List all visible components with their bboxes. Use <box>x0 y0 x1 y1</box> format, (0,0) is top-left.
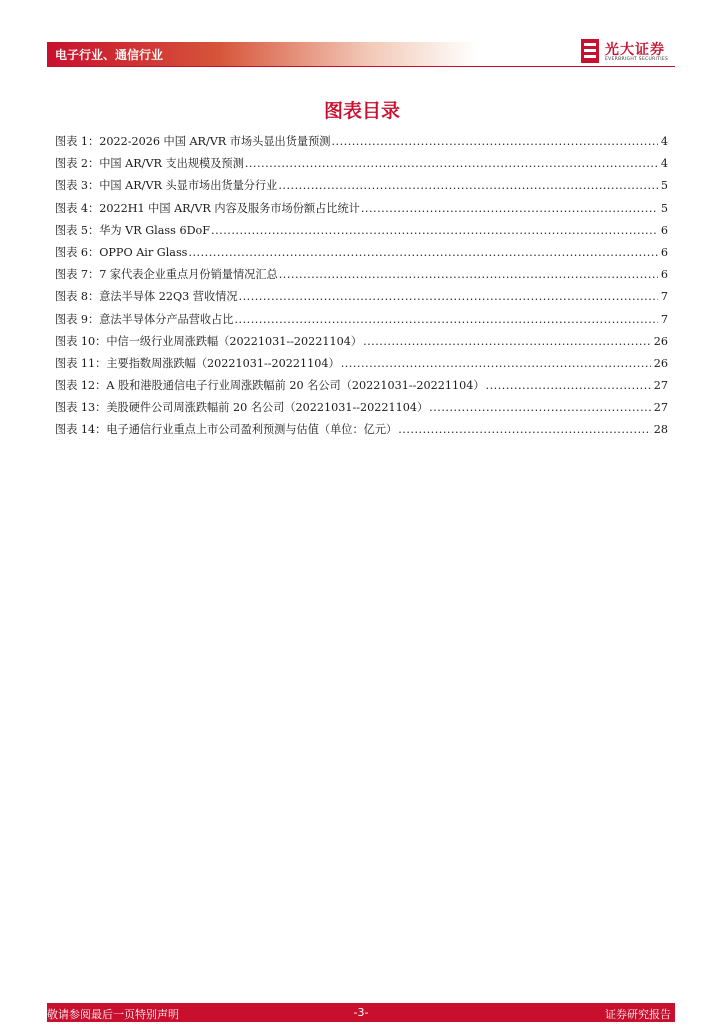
brand-subtitle: EVERBRIGHT SECURITIES <box>605 57 669 62</box>
brand-logo <box>581 39 676 65</box>
toc-item-label: 图表 9：意法半导体分产品营收占比 <box>55 312 234 326</box>
toc-item-page: 7 <box>660 312 668 326</box>
toc-item[interactable] <box>55 133 668 155</box>
toc-item-label: 图表 2：中国 AR/VR 支出规模及预测 <box>55 157 244 171</box>
toc-item-label: 图表 10：中信一级行业周涨跌幅（20221031--20221104） <box>55 334 363 348</box>
toc-item-page: 27 <box>653 401 668 415</box>
toc-leader-dots <box>486 379 651 392</box>
toc-item[interactable] <box>55 421 668 443</box>
toc-leader-dots <box>361 202 658 215</box>
toc-leader-dots <box>211 224 658 237</box>
toc-item-page: 7 <box>660 290 668 304</box>
toc-item[interactable] <box>55 244 668 266</box>
toc-leader-dots <box>341 357 651 370</box>
toc-item-page: 6 <box>660 245 668 259</box>
toc-leader-dots <box>429 401 651 414</box>
toc-title: 图表目录 <box>323 100 400 122</box>
toc-leader-dots <box>188 246 657 259</box>
toc-item-label: 图表 12：A 股和港股通信电子行业周涨跌幅前 20 名公司（20221031--20221104） <box>55 379 485 393</box>
toc-item-page: 4 <box>660 157 668 171</box>
toc-leader-dots <box>398 423 651 436</box>
header-divider <box>47 66 675 67</box>
toc-item-label: 图表 1：2022-2026 中国 AR/VR 市场头显出货量预测 <box>55 135 331 148</box>
header-band <box>47 42 477 66</box>
toc-item-page: 26 <box>653 334 668 348</box>
toc-item-page: 6 <box>660 223 668 237</box>
toc-list <box>55 133 668 444</box>
toc-item[interactable] <box>55 155 668 177</box>
toc-item-page: 27 <box>653 379 668 393</box>
toc-item[interactable] <box>55 311 668 333</box>
toc-leader-dots <box>363 335 651 348</box>
toc-item-page: 5 <box>660 179 668 193</box>
toc-leader-dots <box>331 135 657 148</box>
toc-item[interactable] <box>55 399 668 421</box>
toc-item-label: 图表 8：意法半导体 22Q3 营收情况 <box>55 290 238 304</box>
brand-logo-icon <box>581 39 599 63</box>
toc-item[interactable] <box>55 177 668 199</box>
toc-item-label: 图表 5：华为 VR Glass 6DoF <box>55 223 211 237</box>
toc-item[interactable] <box>55 266 668 288</box>
footer-disclaimer: 敬请参阅最后一页特别声明 <box>47 1008 179 1021</box>
brand-name: 光大证券 <box>605 42 665 58</box>
toc-item-label: 图表 11：主要指数周涨跌幅（20221031--20221104） <box>55 356 340 370</box>
toc-leader-dots <box>278 179 658 192</box>
toc-leader-dots <box>245 157 658 170</box>
footer-bar <box>47 1003 675 1022</box>
toc-item-page: 5 <box>660 201 668 215</box>
toc-item[interactable] <box>55 288 668 310</box>
toc-leader-dots <box>235 313 658 326</box>
toc-item-label: 图表 6：OPPO Air Glass <box>55 245 188 259</box>
toc-item-label: 图表 3：中国 AR/VR 头显市场出货量分行业 <box>55 179 278 193</box>
footer-report-type: 证券研究报告 <box>605 1008 671 1021</box>
page-number: -3- <box>353 1006 369 1019</box>
toc-item[interactable] <box>55 355 668 377</box>
toc-item-page: 28 <box>653 423 668 437</box>
toc-item-page: 4 <box>660 135 668 148</box>
toc-item[interactable] <box>55 377 668 399</box>
toc-item-page: 26 <box>653 356 668 370</box>
toc-item-label: 图表 4：2022H1 中国 AR/VR 内容及服务市场份额占比统计 <box>55 201 360 215</box>
toc-item[interactable] <box>55 333 668 355</box>
toc-leader-dots <box>239 290 658 303</box>
toc-item-label: 图表 13：美股硬件公司周涨跌幅前 20 名公司（20221031--20221104） <box>55 401 429 415</box>
toc-item[interactable] <box>55 222 668 244</box>
toc-item[interactable] <box>55 200 668 222</box>
toc-item-label: 图表 7：7 家代表企业重点月份销量情况汇总 <box>55 268 278 282</box>
header-section-title: 电子行业、通信行业 <box>55 48 164 62</box>
toc-leader-dots <box>279 268 658 281</box>
toc-item-label: 图表 14：电子通信行业重点上市公司盈利预测与估值（单位：亿元） <box>55 423 398 437</box>
toc-item-page: 6 <box>660 268 668 282</box>
